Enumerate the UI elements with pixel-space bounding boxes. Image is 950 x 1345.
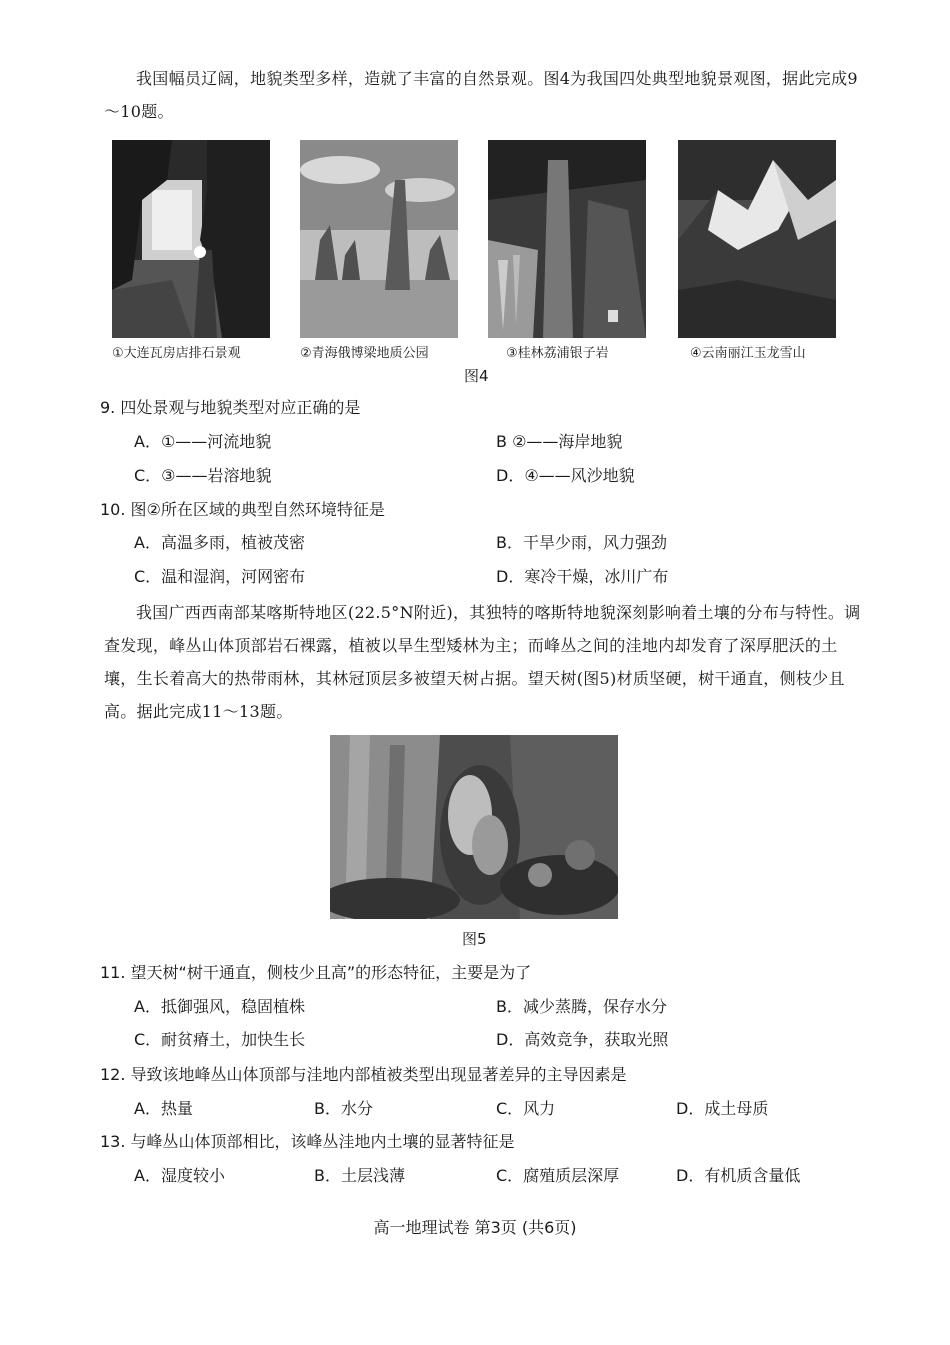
q13-option-a: A．湿度较小 xyxy=(134,1166,225,1185)
q13-option-b: B．土层浅薄 xyxy=(314,1166,405,1185)
q9-option-c: C．③——岩溶地貌 xyxy=(134,466,272,485)
q12-option-a: A．热量 xyxy=(134,1099,193,1118)
q9-option-d: D．④——风沙地貌 xyxy=(496,466,635,485)
figure-4-label: 图4 xyxy=(464,367,489,385)
intro-paragraph-1: 我国幅员辽阔，地貌类型多样，造就了丰富的自然景观。图4为我国四处典型地貌景观图，据此完成9～10题。 xyxy=(104,69,858,121)
photo-guilin-cave xyxy=(488,140,646,338)
photo-dalian-rocks xyxy=(112,140,270,338)
q9-option-a: A．①——河流地貌 xyxy=(134,432,272,451)
figure-5-label: 图5 xyxy=(462,930,487,948)
q11-stem: 11. 望天树“树干通直，侧枝少且高”的形态特征，主要是为了 xyxy=(100,963,532,982)
figure-5-photo xyxy=(330,735,618,919)
caption-3: ③桂林荔浦银子岩 xyxy=(506,346,609,361)
page-footer: 高一地理试卷 第3页 (共6页) xyxy=(373,1218,577,1237)
q9-option-b: B ②——海岸地貌 xyxy=(496,432,623,451)
q10-option-a: A．高温多雨，植被茂密 xyxy=(134,533,305,552)
q11-option-b: B．减少蒸腾，保存水分 xyxy=(496,997,667,1016)
q12-option-b: B．水分 xyxy=(314,1099,373,1118)
q10-option-c: C．温和湿润，河网密布 xyxy=(134,567,306,586)
q12-option-d: D．成土母质 xyxy=(676,1099,769,1118)
caption-2: ②青海俄博梁地质公园 xyxy=(300,346,429,361)
q11-option-a: A．抵御强风，稳固植株 xyxy=(134,997,305,1016)
q9-stem: 9. 四处景观与地貌类型对应正确的是 xyxy=(100,398,361,417)
q10-option-d: D．寒冷干燥，冰川广布 xyxy=(496,567,669,586)
photo-qinghai-yardang xyxy=(300,140,458,338)
q12-stem: 12. 导致该地峰丛山体顶部与洼地内部植被类型出现显著差异的主导因素是 xyxy=(100,1065,627,1084)
photo-yulong-snow-mountain xyxy=(678,140,836,338)
q10-option-b: B．干旱少雨，风力强劲 xyxy=(496,533,667,552)
q11-option-c: C．耐贫瘠土，加快生长 xyxy=(134,1030,306,1049)
caption-4: ④云南丽江玉龙雪山 xyxy=(690,346,806,361)
q13-stem: 13. 与峰丛山体顶部相比，该峰丛洼地内土壤的显著特征是 xyxy=(100,1132,515,1151)
q10-stem: 10. 图②所在区域的典型自然环境特征是 xyxy=(100,500,385,519)
q13-option-c: C．腐殖质层深厚 xyxy=(496,1166,620,1185)
q12-option-c: C．风力 xyxy=(496,1099,556,1118)
q13-option-d: D．有机质含量低 xyxy=(676,1166,801,1185)
intro-paragraph-2: 我国广西西南部某喀斯特地区(22.5°N附近)，其独特的喀斯特地貌深刻影响着土壤的分布与特性。调查发现，峰丛山体顶部岩石裸露，植被以旱生型矮林为主；而峰丛之间的洼地内却发育了深厚肥沃的土壤，生长着高大的热带雨林，其林冠顶层多被望天树占据。望天树(图5)材质坚硬，树干通直，侧枝少且高。据此完成11～13题。 xyxy=(104,603,861,721)
figure-4 xyxy=(110,140,840,340)
q11-option-d: D．高效竞争，获取光照 xyxy=(496,1030,669,1049)
caption-1: ①大连瓦房店排石景观 xyxy=(112,346,241,361)
